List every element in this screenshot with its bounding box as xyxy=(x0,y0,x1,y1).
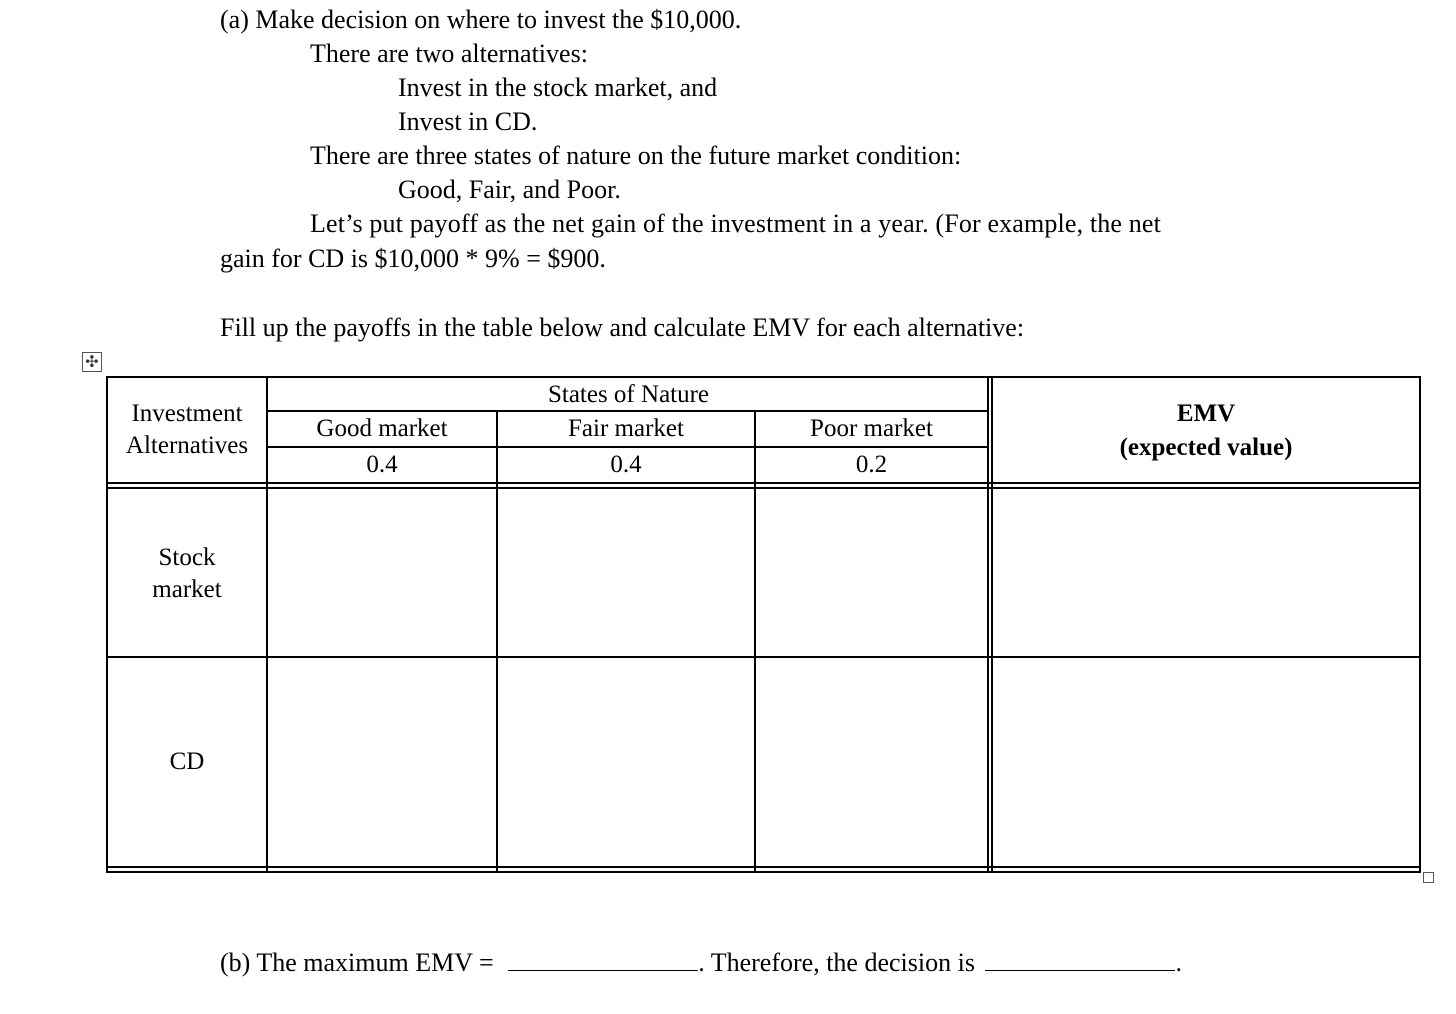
stock-emv-cell[interactable] xyxy=(993,489,1419,656)
cd-emv-cell[interactable] xyxy=(993,658,1419,866)
table-instruction: Fill up the payoffs in the table below and calculate EMV for each alternative: xyxy=(220,313,1025,342)
stock-good-payoff-cell[interactable] xyxy=(268,489,496,656)
states-of-nature-header: States of Nature xyxy=(547,381,710,408)
stock-fair-payoff-cell[interactable] xyxy=(498,489,754,656)
max-emv-blank[interactable] xyxy=(508,946,698,971)
state-good-label: Good market xyxy=(316,415,448,442)
table-move-handle-icon[interactable]: ✣ xyxy=(82,352,102,372)
alternatives-header-line2: Alternatives xyxy=(125,432,249,459)
table-resize-handle[interactable] xyxy=(1423,872,1434,883)
state-good-probability: 0.4 xyxy=(366,451,398,478)
alternative-stock: Invest in the stock market, and xyxy=(398,73,718,102)
emv-header-line1: EMV xyxy=(1176,400,1236,427)
payoff-explanation: Let’s put payoff as the net gain of the investment in a year. (For example, the net xyxy=(310,209,1161,238)
alternative-cd: Invest in CD. xyxy=(398,107,538,136)
emv-header-line2: (expected value) xyxy=(1119,434,1293,461)
alternatives-header-line1: Investment xyxy=(131,400,243,427)
state-fair-label: Fair market xyxy=(568,415,684,442)
states-list: Good, Fair, and Poor. xyxy=(398,175,621,204)
state-fair-probability: 0.4 xyxy=(610,451,642,478)
alternatives-intro: There are two alternatives: xyxy=(310,39,588,68)
question-b-suffix: . xyxy=(1175,948,1182,977)
question-b-prefix: (b) The maximum EMV = xyxy=(220,948,494,977)
question-b xyxy=(220,946,1182,978)
cd-good-payoff-cell[interactable] xyxy=(268,658,496,866)
decision-blank[interactable] xyxy=(985,946,1175,971)
question-b-middle: . Therefore, the decision is xyxy=(698,948,975,977)
row-stock-label-line1: Stock xyxy=(158,544,216,571)
question-a-title: (a) Make decision on where to invest the $10,000. xyxy=(220,5,742,34)
state-poor-probability: 0.2 xyxy=(855,451,888,478)
row-stock-label-line2: market xyxy=(152,576,222,603)
state-poor-label: Poor market xyxy=(810,415,933,442)
states-intro: There are three states of nature on the future market condition: xyxy=(310,141,962,170)
row-cd-label: CD xyxy=(169,748,205,775)
stock-poor-payoff-cell[interactable] xyxy=(756,489,987,656)
cd-poor-payoff-cell[interactable] xyxy=(756,658,987,866)
cd-fair-payoff-cell[interactable] xyxy=(498,658,754,866)
payoff-example: gain for CD is $10,000 * 9% = $900. xyxy=(220,244,606,273)
